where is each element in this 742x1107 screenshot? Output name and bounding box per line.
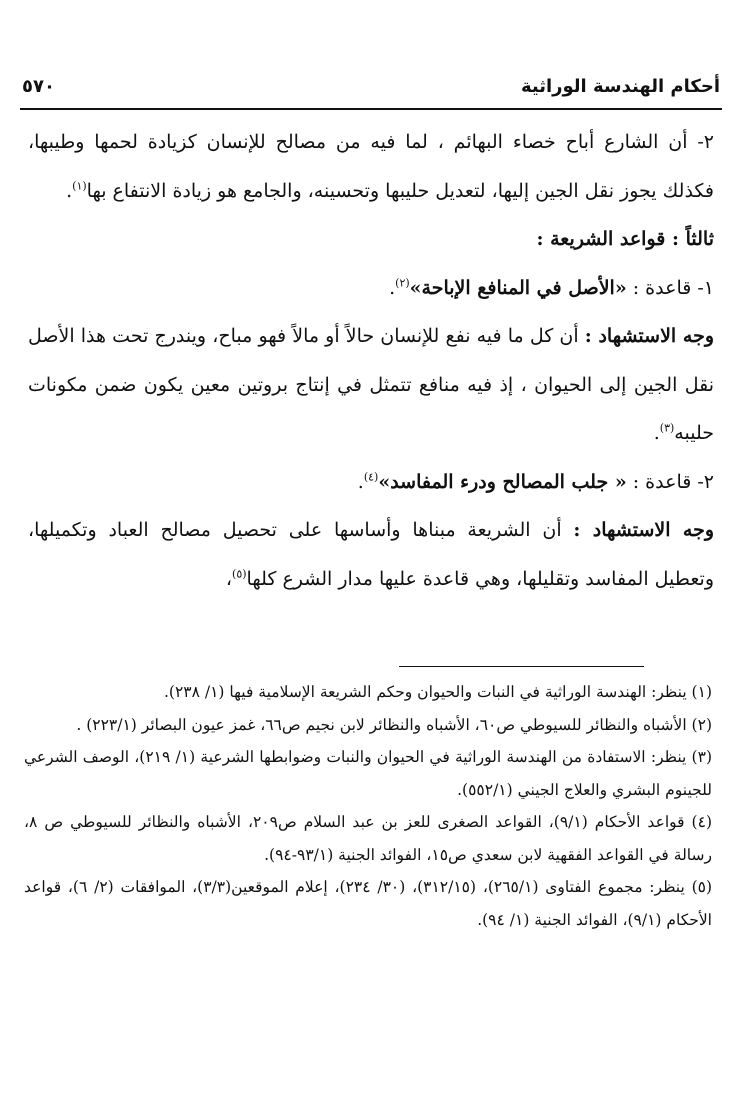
page-number: ٥٧٠ xyxy=(22,76,55,97)
footnote-4: (٤) قواعد الأحكام (٩/١)، القواعد الصغرى للعز بن عبد السلام ص٢٠٩، الأشباه والنظائر للسيوطي ص ٨، رسالة في القواعد الفقهية لابن سعدي ص١٥، الفوائد الجنية (٩٣/١-٩٤). xyxy=(24,813,712,864)
footnote-5: (٥) ينظر: مجموع الفتاوى (٢٦٥/١)، (٣١٢/١٥)، (٣٠/ ٢٣٤)، إعلام الموقعين(٣/٣)، الموافقات (٢/ ٦)، قواعد الأحكام (٩/١)، الفوائد الجنية (١/ ٩٤). xyxy=(24,878,713,929)
footnote-ref-4[interactable]: (٤) xyxy=(363,470,379,484)
footnote-ref-2[interactable]: (٢) xyxy=(395,276,410,290)
running-title: أحكام الهندسة الوراثية xyxy=(520,76,720,97)
footnote-1: (١) ينظر: الهندسة الوراثية في النبات والحيوان وحكم الشريعة الإسلامية فيها (١/ ٢٣٨). xyxy=(163,683,712,701)
header-divider xyxy=(20,108,722,110)
rule-2: ٢- قاعدة : « جلب المصالح ودرء المفاسد»$^{(٤)}$. xyxy=(357,470,714,493)
footnote-2: (٢) الأشباه والنظائر للسيوطي ص٦٠، الأشباه والنظائر لابن نجيم ص٦٦، غمز عيون البصائر (٢٢٣/١) . xyxy=(76,715,712,734)
footnote-3: (٣) ينظر: الاستفادة من الهندسة الوراثية في الحيوان والنبات وضوابطها الشرعية (١/ ٢١٩)، الوصف الشرعي للجينوم البشري والعلاج الجيني (٥٥٢/١). xyxy=(24,748,712,799)
section-heading-third: ثالثاً : قواعد الشريعة : xyxy=(536,228,714,250)
rule-1-evidence: وجه الاستشهاد : أن كل ما فيه نفع للإنسان حالاً أو مالاً فهو مباح، ويندرج تحت هذا الأصل نقل الجين إلى الحيوان ، إذ فيه منافع تتمثل في إنتاج بروتين معين يكون ضمن مكونات حليبه$^{(٣)}$. xyxy=(28,325,714,444)
footnote-ref-5[interactable]: (٥) xyxy=(232,567,247,581)
rule-2-evidence: وجه الاستشهاد : أن الشريعة مبناها وأساسها على تحصيل مصالح العباد وتكميلها، وتعطيل المفاسد وتقليلها، وهي قاعدة عليها مدار الشرع كلها$^{(٥)}$، xyxy=(28,519,714,590)
footnotes xyxy=(24,676,712,936)
rule-1: ١- قاعدة : «الأصل في المنافع الإباحة»$^{(٢)}$. xyxy=(389,276,714,299)
paragraph-point-2: ٢- أن الشارع أباح خصاء البهائم ، لما فيه من مصالح للإنسان كزيادة لحمها وطيبها، فكذلك يجوز نقل الجين إليها، لتعديل حليبها وتحسينه، والجامع هو زيادة الانتفاع بها$^{(١)}$. xyxy=(28,131,714,202)
footnote-ref-1[interactable]: (١) xyxy=(72,179,87,193)
footnote-divider xyxy=(399,666,644,667)
page-header xyxy=(22,72,720,102)
main-text xyxy=(28,118,714,603)
footnote-ref-3[interactable]: (٣) xyxy=(659,421,675,435)
